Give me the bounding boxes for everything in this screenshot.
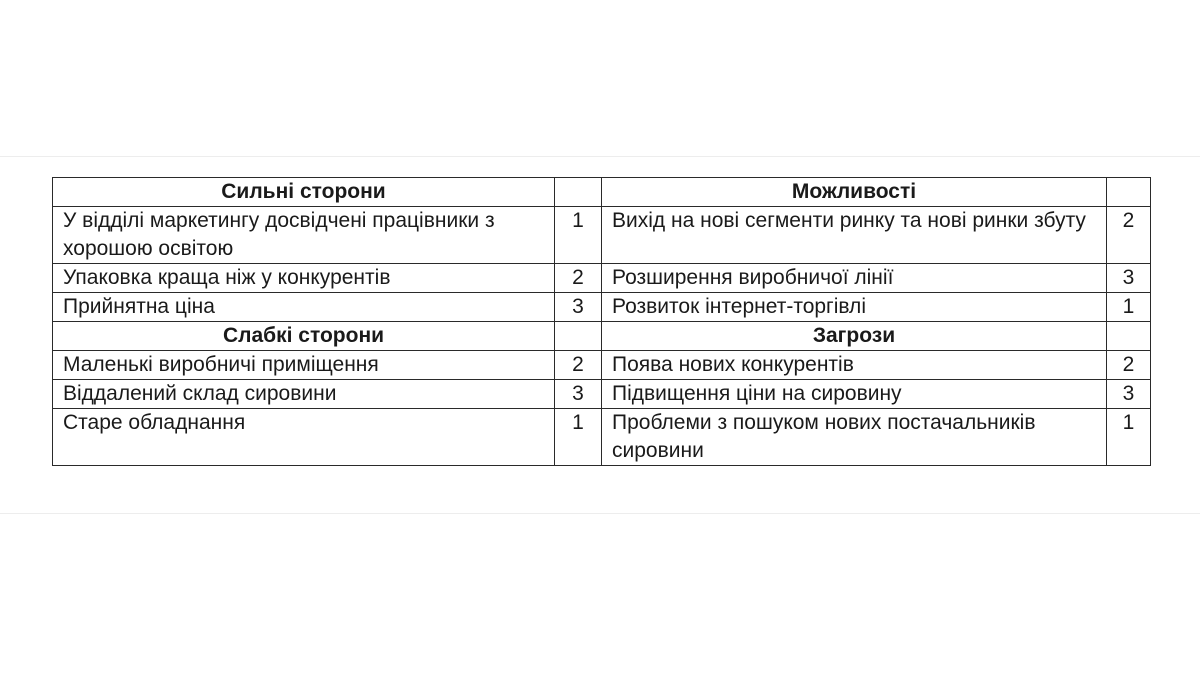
table-row (53, 409, 1151, 466)
table-row (53, 351, 1151, 380)
threat-rank: 3 (1107, 380, 1151, 409)
swot-table (52, 177, 1151, 466)
table-header-row (53, 322, 1151, 351)
opportunity-text: Вихід на нові сегменти ринку та нові ринки збуту (602, 207, 1107, 264)
empty-header-cell (1107, 178, 1151, 207)
empty-header-cell (555, 178, 602, 207)
weakness-rank: 2 (555, 351, 602, 380)
opportunity-rank: 1 (1107, 293, 1151, 322)
weakness-text: Віддалений склад сировини (53, 380, 555, 409)
opportunities-header: Можливості (602, 178, 1107, 207)
strength-rank: 3 (555, 293, 602, 322)
strength-rank: 2 (555, 264, 602, 293)
threat-text: Підвищення ціни на сировину (602, 380, 1107, 409)
opportunity-rank: 3 (1107, 264, 1151, 293)
threat-rank: 1 (1107, 409, 1151, 466)
threats-header: Загрози (602, 322, 1107, 351)
strength-text: Прийнятна ціна (53, 293, 555, 322)
table-row (53, 207, 1151, 264)
weaknesses-header: Слабкі сторони (53, 322, 555, 351)
empty-header-cell (555, 322, 602, 351)
weakness-rank: 3 (555, 380, 602, 409)
strength-text: Упаковка краща ніж у конкурентів (53, 264, 555, 293)
threat-text: Поява нових конкурентів (602, 351, 1107, 380)
strength-text: У відділі маркетингу досвідчені працівники з хорошою освітою (53, 207, 555, 264)
opportunity-text: Розвиток інтернет-торгівлі (602, 293, 1107, 322)
opportunity-text: Розширення виробничої лінії (602, 264, 1107, 293)
empty-header-cell (1107, 322, 1151, 351)
threat-rank: 2 (1107, 351, 1151, 380)
table-row (53, 293, 1151, 322)
table-header-row (53, 178, 1151, 207)
weakness-text: Маленькі виробничі приміщення (53, 351, 555, 380)
opportunity-rank: 2 (1107, 207, 1151, 264)
weakness-text: Старе обладнання (53, 409, 555, 466)
strengths-header: Сильні сторони (53, 178, 555, 207)
table-row (53, 380, 1151, 409)
threat-text: Проблеми з пошуком нових постачальників сировини (602, 409, 1107, 466)
table-row (53, 264, 1151, 293)
strength-rank: 1 (555, 207, 602, 264)
weakness-rank: 1 (555, 409, 602, 466)
